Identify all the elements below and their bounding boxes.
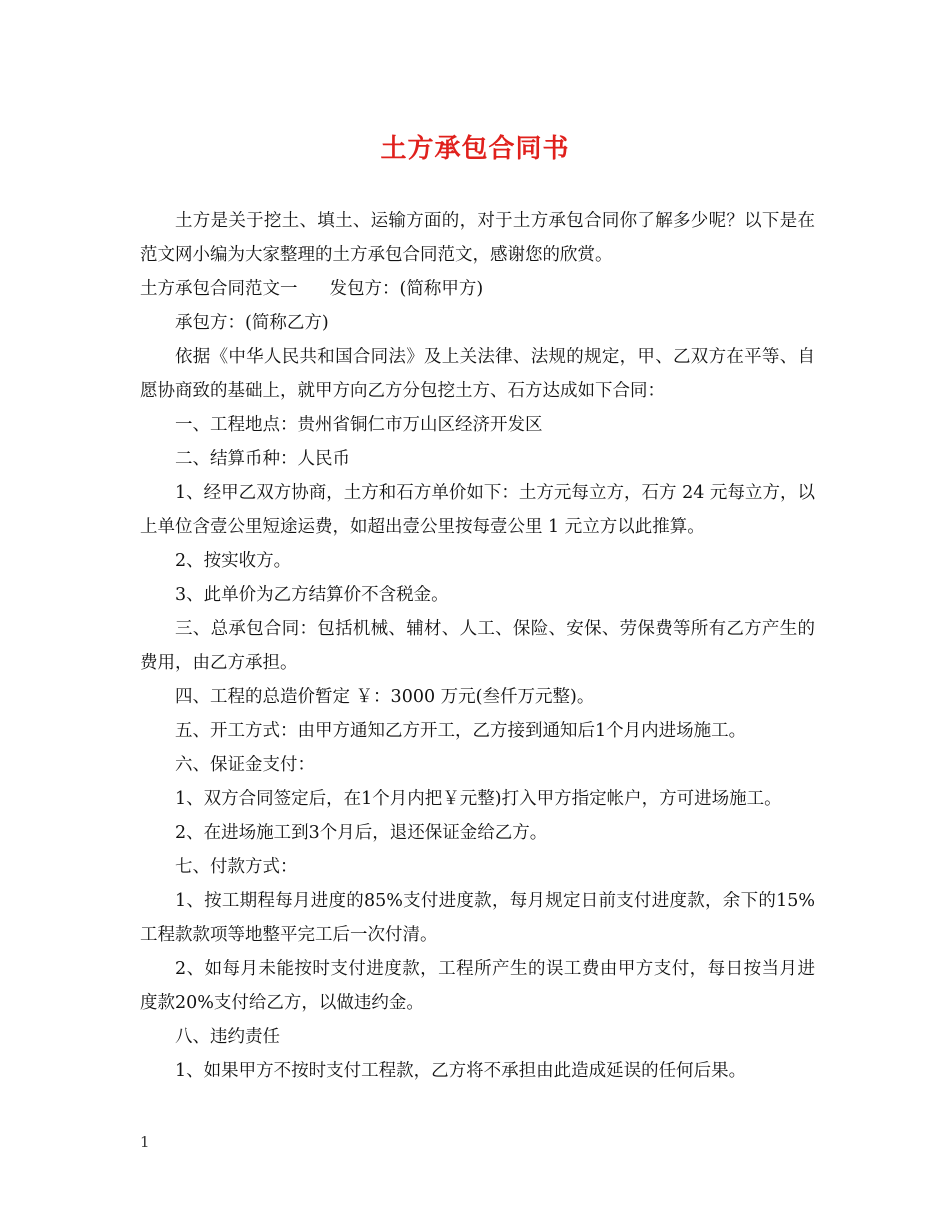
document-title: 土方承包合同书 [380,134,570,164]
clause-paragraph: 六、保证金支付： [175,755,315,775]
party-b-line: 承包方：(简称乙方) [175,313,329,333]
clause-paragraph: 三、总承包合同：包括机械、辅材、人工、保险、安保、劳保费等所有乙方产生的费用，由乙方承担。 [140,619,815,673]
clause-paragraph: 一、工程地点：贵州省铜仁市万山区经济开发区 [175,415,543,435]
document-body [140,204,815,1088]
clause-paragraph: 八、违约责任 [175,1027,280,1047]
clause-paragraph: 1、如果甲方不按时支付工程款，乙方将不承担由此造成延误的任何后果。 [175,1061,747,1081]
sample-heading-line [140,272,815,306]
clause-paragraph: 1、双方合同签定后，在1个月内把￥元整)打入甲方指定帐户，方可进场施工。 [175,789,782,809]
clause-paragraph: 依据《中华人民共和国合同法》及上关法律、法规的规定，甲、乙双方在平等、自愿协商致的基础上，就甲方向乙方分包挖土方、石方达成如下合同： [140,347,815,401]
intro-paragraph: 土方是关于挖土、填土、运输方面的，对于土方承包合同你了解多少呢？以下是在范文网小编为大家整理的土方承包合同范文，感谢您的欣赏。 [140,211,815,265]
clause-paragraph: 七、付款方式： [175,857,298,877]
clause-paragraph: 3、此单价为乙方结算价不含税金。 [175,585,449,605]
clause-paragraph: 四、工程的总造价暂定 ￥：3000 万元(叁仟万元整)。 [175,687,595,707]
clause-paragraph: 1、经甲乙双方协商，土方和石方单价如下：土方元每立方，石方 24 元每立方，以上单位含壹公里短途运费，如超出壹公里按每壹公里 1 元立方以此推算。 [140,483,815,537]
clause-paragraph: 2、如每月未能按时支付进度款，工程所产生的误工费由甲方支付，每日按当月进度款20%支付给乙方，以做违约金。 [140,959,815,1013]
party-a-line: 发包方：(简称甲方) [329,279,484,299]
page-number: 1 [140,1133,150,1151]
clause-paragraph: 2、按实收方。 [175,551,292,571]
clause-paragraph: 二、结算币种：人民币 [175,449,350,469]
sample-heading: 土方承包合同范文一 [140,279,298,299]
clause-paragraph: 1、按工期程每月进度的85%支付进度款，每月规定日前支付进度款，余下的15%工程款款项等地整平完工后一次付清。 [140,891,815,945]
clause-paragraph: 五、开工方式：由甲方通知乙方开工，乙方接到通知后1个月内进场施工。 [175,721,747,741]
clause-paragraph: 2、在进场施工到3个月后，退还保证金给乙方。 [175,823,548,843]
